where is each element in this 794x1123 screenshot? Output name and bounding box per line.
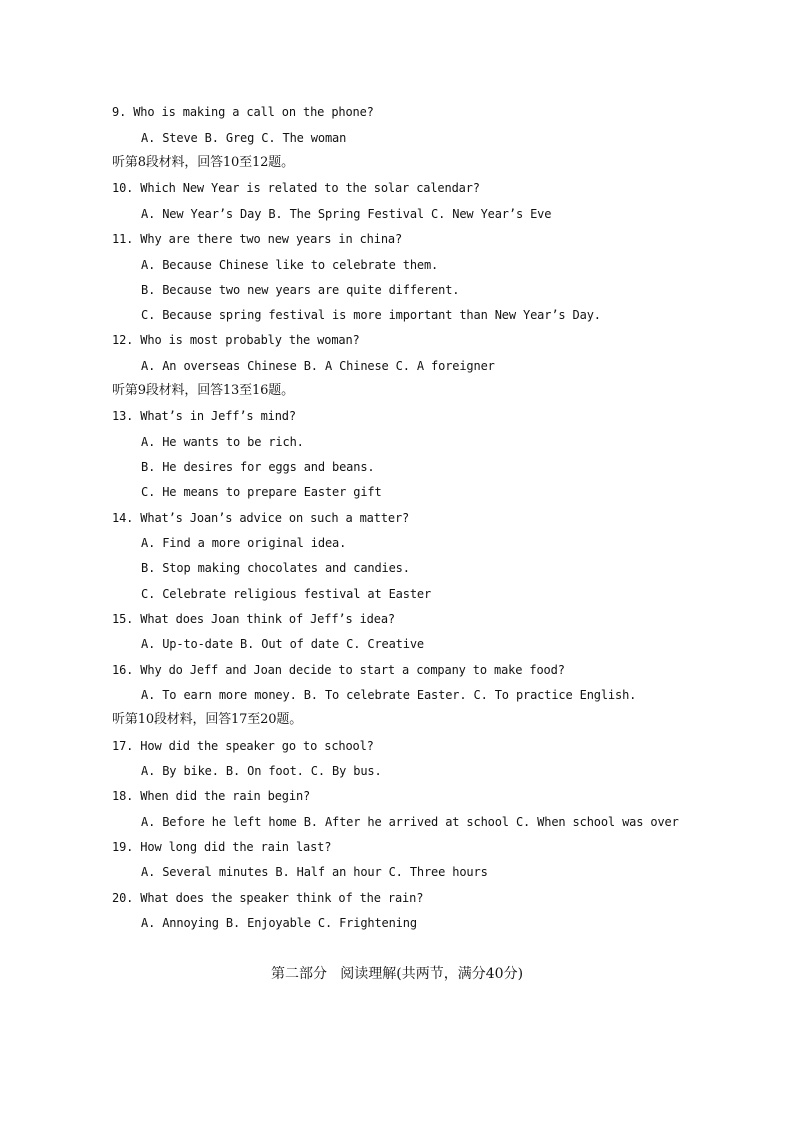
question-15: 15. What does Joan think of Jeff’s idea?	[112, 612, 395, 626]
part-two-title: 第二部分 阅读理解(共两节，满分40分)	[270, 966, 524, 982]
section-header-10: 听第10段材料，回答17至20题。	[112, 712, 303, 727]
question-9: 9. Who is making a call on the phone?	[112, 105, 374, 119]
question-12-options: A. An overseas Chinese B. A Chinese C. A foreigner	[141, 359, 495, 373]
question-13-option-c: C. He means to prepare Easter gift	[141, 485, 382, 499]
question-17: 17. How did the speaker go to school?	[112, 739, 374, 753]
question-11-option-c: C. Because spring festival is more important than New Year’s Day.	[141, 308, 601, 322]
question-18: 18. When did the rain begin?	[112, 789, 311, 803]
question-15-options: A. Up-to-date B. Out of date C. Creative	[141, 637, 424, 651]
question-16-options: A. To earn more money. B. To celebrate Easter. C. To practice English.	[141, 688, 637, 702]
question-10: 10. Which New Year is related to the solar calendar?	[112, 181, 480, 195]
question-11-option-b: B. Because two new years are quite different.	[141, 283, 460, 297]
question-19: 19. How long did the rain last?	[112, 840, 332, 854]
question-14: 14. What’s Joan’s advice on such a matter?	[112, 511, 410, 525]
question-17-options: A. By bike. B. On foot. C. By bus.	[141, 764, 382, 778]
question-14-option-c: C. Celebrate religious festival at Easter	[141, 587, 432, 601]
section-header-9: 听第9段材料，回答13至16题。	[112, 383, 294, 398]
question-9-options: A. Steve B. Greg C. The woman	[141, 131, 347, 145]
question-13: 13. What’s in Jeff’s mind?	[112, 409, 296, 423]
question-18-options: A. Before he left home B. After he arrived at school C. When school was over	[141, 815, 679, 829]
section-header-8: 听第8段材料，回答10至12题。	[112, 155, 294, 170]
question-14-option-a: A. Find a more original idea.	[141, 536, 347, 550]
question-12: 12. Who is most probably the woman?	[112, 333, 360, 347]
question-16: 16. Why do Jeff and Joan decide to start a company to make food?	[112, 663, 565, 677]
question-11-option-a: A. Because Chinese like to celebrate them.	[141, 258, 439, 272]
question-14-option-b: B. Stop making chocolates and candies.	[141, 561, 410, 575]
question-13-option-a: A. He wants to be rich.	[141, 435, 304, 449]
question-11: 11. Why are there two new years in china?	[112, 232, 403, 246]
question-20: 20. What does the speaker think of the rain?	[112, 891, 424, 905]
question-13-option-b: B. He desires for eggs and beans.	[141, 460, 375, 474]
question-10-options: A. New Year’s Day B. The Spring Festival C. New Year’s Eve	[141, 207, 552, 221]
question-19-options: A. Several minutes B. Half an hour C. Three hours	[141, 865, 488, 879]
question-20-options: A. Annoying B. Enjoyable C. Frightening	[141, 916, 417, 930]
